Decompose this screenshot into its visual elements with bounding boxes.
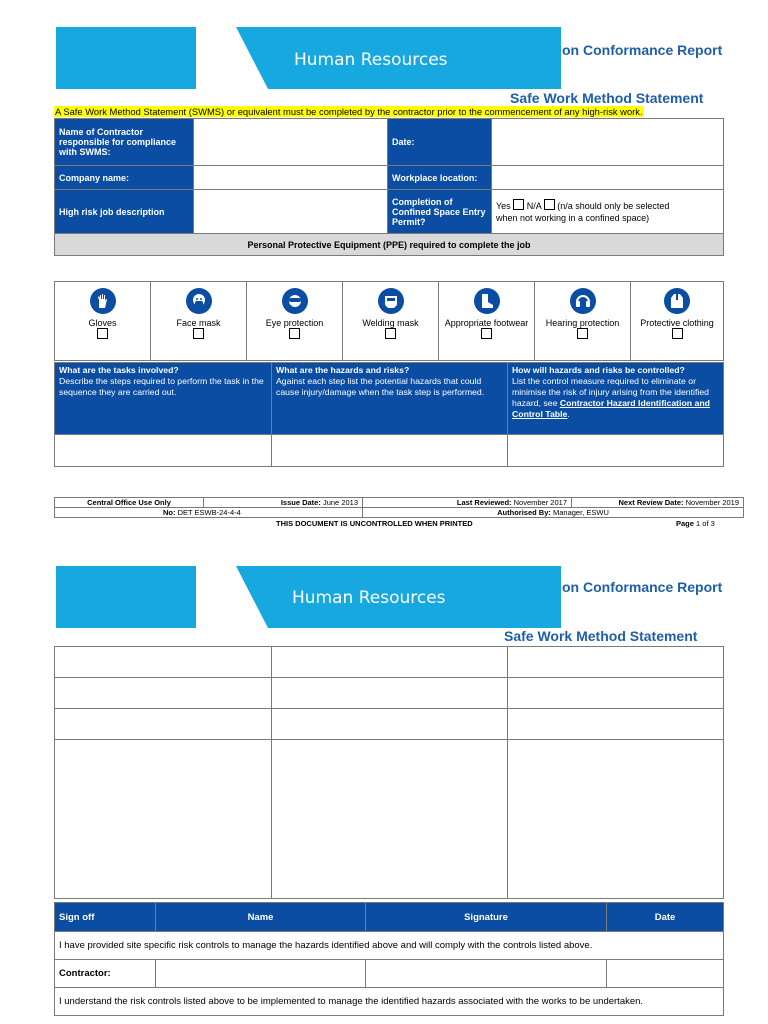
contractor-field[interactable]	[194, 119, 388, 166]
hazard-cell[interactable]	[272, 678, 508, 709]
na-note2: when not working in a confined space)	[496, 213, 650, 223]
page-number: Page 1 of 3	[676, 519, 715, 528]
ppe-table	[54, 281, 724, 361]
hazards-text: Against each step list the potential hazards that could cause injury/damage when the task step is performed.	[276, 376, 485, 397]
date-field[interactable]	[492, 119, 724, 166]
permit-label: Completion of Confined Space Entry Permit?	[388, 190, 492, 234]
job-field[interactable]	[194, 190, 388, 234]
eye-protection-label: Eye protection	[265, 318, 324, 328]
control-cell[interactable]	[508, 435, 724, 467]
protective-clothing-checkbox[interactable]	[672, 328, 683, 339]
hearing-protection-label: Hearing protection	[545, 318, 620, 328]
understanding-statement: I understand the risk controls listed above to be implemented to manage the identified hazards associated with the works to be undertaken.	[55, 988, 724, 1016]
permit-options	[492, 190, 724, 234]
gloves-checkbox[interactable]	[97, 328, 108, 339]
doc-number: No: DET ESWB-24-4-4	[55, 508, 363, 518]
na-label: N/A	[526, 201, 542, 211]
location-field[interactable]	[492, 166, 724, 190]
welding-mask-icon	[378, 288, 404, 314]
eye-protection-icon	[282, 288, 308, 314]
contractor-signature-field[interactable]	[366, 960, 607, 988]
footwear-label: Appropriate footwear	[444, 318, 529, 328]
footer-table	[54, 497, 744, 518]
job-label: High risk job description	[55, 190, 194, 234]
contractor-label: Contractor:	[55, 960, 156, 988]
hazard-cell[interactable]	[272, 709, 508, 740]
face-mask-icon	[186, 288, 212, 314]
task-cell[interactable]	[55, 435, 272, 467]
protective-clothing-icon	[664, 288, 690, 314]
yes-label: Yes	[496, 201, 511, 211]
na-checkbox[interactable]	[544, 199, 555, 210]
doc-title: Safe Work Method Statement	[510, 90, 704, 106]
next-review: Next Review Date: November 2019	[572, 498, 744, 508]
central-office: Central Office Use Only	[55, 498, 204, 508]
hearing-protection-checkbox[interactable]	[577, 328, 588, 339]
banner-title: Human Resources	[294, 50, 448, 70]
name-header: Name	[156, 903, 366, 932]
company-label: Company name:	[55, 166, 194, 190]
date-label: Date:	[388, 119, 492, 166]
tasks-text: Describe the steps required to perform the task in the sequence they are carried out.	[59, 376, 264, 397]
location-label: Workplace location:	[388, 166, 492, 190]
ppe-footwear	[439, 282, 535, 361]
controls-text: List the control measure required to eliminate or minimise the risk of injury arising from the identified hazard, see	[512, 376, 709, 408]
doc-title-2: Safe Work Method Statement	[504, 628, 698, 644]
ppe-heading: Personal Protective Equipment (PPE) required to complete the job	[55, 234, 724, 256]
task-continuation-table	[54, 646, 724, 899]
signoff-header: Sign off	[55, 903, 156, 932]
contractor-details-table	[54, 118, 724, 256]
last-reviewed: Last Reviewed: November 2017	[363, 498, 572, 508]
signoff-table	[54, 902, 724, 1016]
welding-mask-checkbox[interactable]	[385, 328, 396, 339]
task-cell[interactable]	[55, 647, 272, 678]
gloves-label: Gloves	[88, 318, 117, 328]
control-cell[interactable]	[508, 740, 724, 899]
contractor-name-field[interactable]	[156, 960, 366, 988]
ppe-face-mask	[151, 282, 247, 361]
issue-date: Issue Date: June 2013	[204, 498, 363, 508]
company-field[interactable]	[194, 166, 388, 190]
uncontrolled-notice: THIS DOCUMENT IS UNCONTROLLED WHEN PRINTED	[276, 519, 473, 528]
na-note: (n/a should only be selected	[557, 201, 670, 211]
contractor-date-field[interactable]	[607, 960, 724, 988]
task-header-table	[54, 362, 724, 467]
protective-clothing-label: Protective clothing	[640, 318, 714, 328]
hazards-header	[272, 363, 508, 435]
hazard-cell[interactable]	[272, 647, 508, 678]
controls-end: .	[567, 409, 570, 419]
face-mask-label: Face mask	[176, 318, 221, 328]
hazard-table-link[interactable]: Contractor Hazard Identification and Control Table	[512, 398, 710, 419]
notice-text: A Safe Work Method Statement (SWMS) or equivalent must be completed by the contractor prior to the commencement of any high-risk work.	[55, 106, 643, 117]
gloves-icon	[90, 288, 116, 314]
task-cell[interactable]	[55, 740, 272, 899]
ppe-protective-clothing	[631, 282, 724, 361]
task-cell[interactable]	[55, 709, 272, 740]
control-cell[interactable]	[508, 647, 724, 678]
date-header: Date	[607, 903, 724, 932]
task-cell[interactable]	[55, 678, 272, 709]
footwear-checkbox[interactable]	[481, 328, 492, 339]
control-cell[interactable]	[508, 709, 724, 740]
controls-header	[508, 363, 724, 435]
hazards-title: What are the hazards and risks?	[276, 365, 410, 375]
footwear-icon	[474, 288, 500, 314]
ppe-gloves	[55, 282, 151, 361]
control-cell[interactable]	[508, 678, 724, 709]
ppe-eye-protection	[247, 282, 343, 361]
tasks-title: What are the tasks involved?	[59, 365, 179, 375]
ppe-hearing-protection	[535, 282, 631, 361]
welding-mask-label: Welding mask	[362, 318, 419, 328]
face-mask-checkbox[interactable]	[193, 328, 204, 339]
controls-title: How will hazards and risks be controlled?	[512, 365, 685, 375]
authorised-by: Authorised By: Manager, ESWU	[363, 508, 744, 518]
signature-header: Signature	[366, 903, 607, 932]
contractor-statement: I have provided site specific risk controls to manage the hazards identified above and will comply with the controls listed above.	[55, 932, 724, 960]
banner-notch-2	[196, 566, 268, 628]
contractor-label: Name of Contractor responsible for compliance with SWMS:	[55, 119, 194, 166]
hearing-protection-icon	[570, 288, 596, 314]
tasks-header	[55, 363, 272, 435]
yes-checkbox[interactable]	[513, 199, 524, 210]
banner-title-2: Human Resources	[292, 588, 446, 608]
report-title-2: on Conformance Report	[562, 579, 723, 595]
hazard-cell[interactable]	[272, 740, 508, 899]
hazard-cell[interactable]	[272, 435, 508, 467]
report-title: on Conformance Report	[562, 42, 723, 58]
eye-protection-checkbox[interactable]	[289, 328, 300, 339]
ppe-welding-mask	[343, 282, 439, 361]
